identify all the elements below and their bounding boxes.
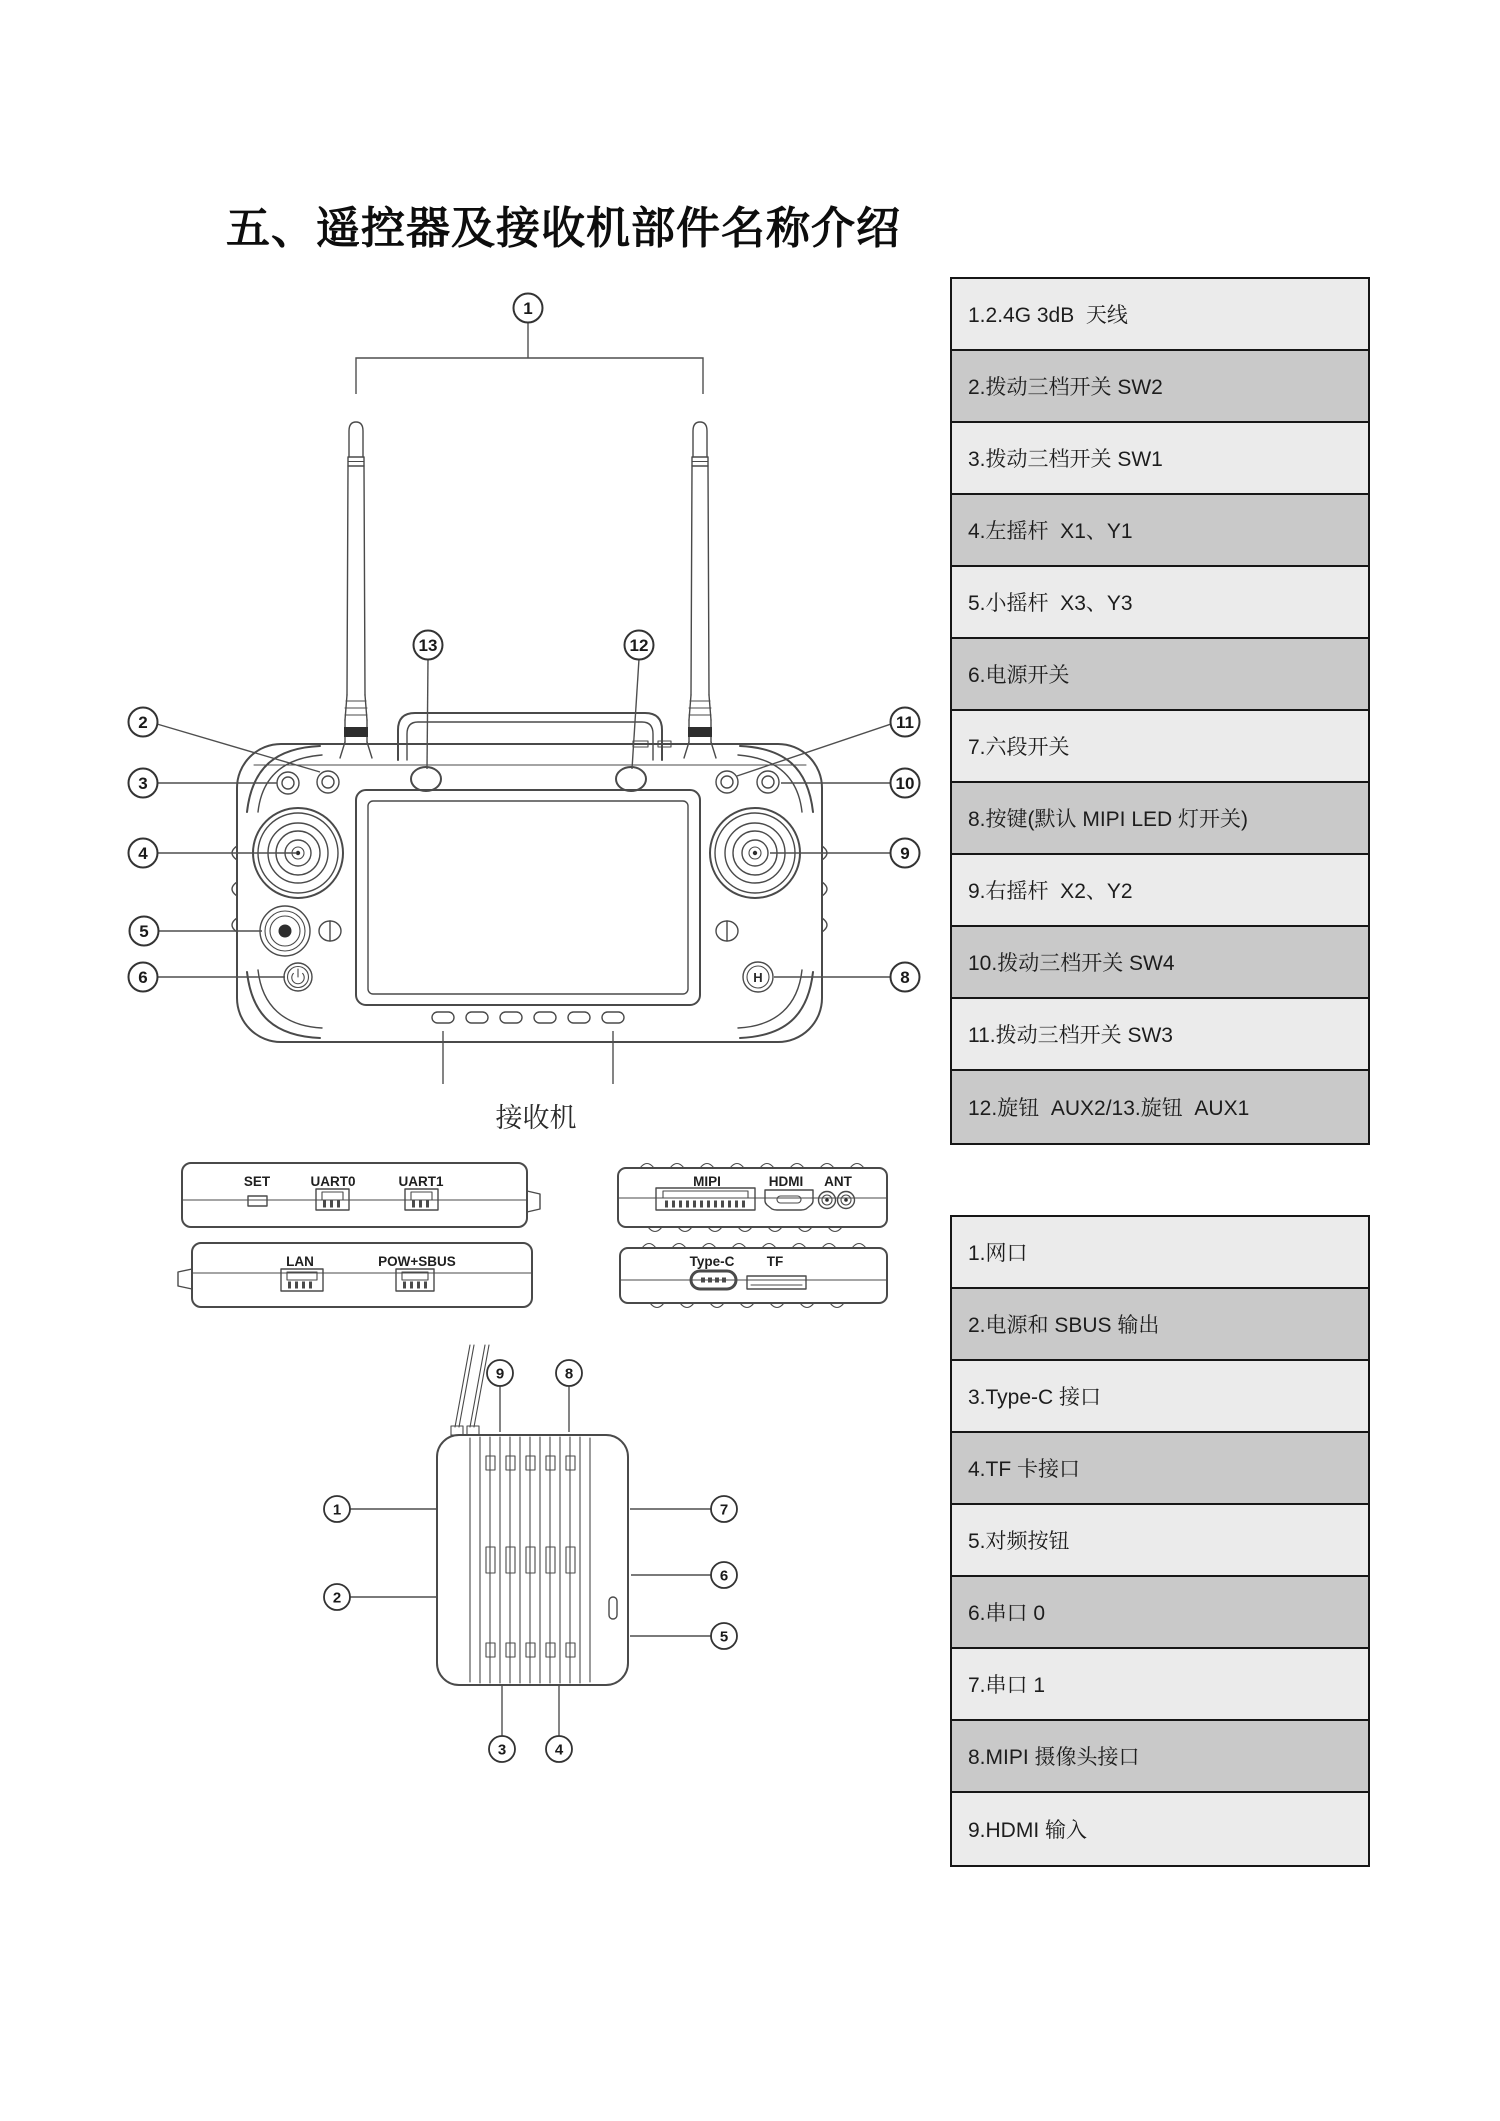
set-button [248, 1196, 267, 1206]
table-cell-label: 9.右摇杆 X2、Y2 [968, 880, 1133, 903]
heatsink-fins [470, 1437, 590, 1683]
power-icon [292, 969, 304, 984]
svg-text:6: 6 [138, 968, 148, 987]
bottom-port-pill [534, 1012, 556, 1023]
callout-knob-aux1-13 [414, 631, 443, 770]
callout-knob-aux2-12 [625, 631, 654, 770]
svg-text:6: 6 [719, 1567, 729, 1585]
right-trim-toggle [716, 921, 738, 941]
lan-connector [281, 1269, 323, 1291]
svg-text:8: 8 [900, 968, 910, 987]
table-cell-label: 12.旋钮 AUX2/13.旋钮 AUX1 [968, 1097, 1250, 1120]
mini-joystick [260, 906, 310, 956]
left-trim-toggle [319, 921, 341, 941]
table-cell-label: 7.六段开关 [968, 736, 1070, 759]
table-cell-label: 8.按键(默认 MIPI LED 灯开关) [968, 808, 1249, 831]
callout-key-h-8 [774, 963, 920, 992]
callout-receiver-1 [324, 1496, 436, 1522]
receiver-section-caption: 接收机 [495, 1103, 577, 1133]
receiver-view-lan-sbus [178, 1243, 532, 1307]
receiver-heatsink-view [324, 1345, 737, 1762]
power-button [284, 963, 312, 991]
port-label-uart0: UART0 [310, 1174, 356, 1189]
svg-text:9: 9 [495, 1365, 505, 1383]
table-cell-label: 3.拨动三档开关 SW1 [968, 448, 1163, 471]
pairing-led [609, 1597, 617, 1619]
svg-text:9: 9 [900, 844, 910, 863]
page-title: 五、遥控器及接收机部件名称介绍 [226, 204, 901, 253]
receiver-view-typec-tf [620, 1244, 887, 1308]
callout-receiver-5 [630, 1623, 737, 1649]
table-cell-label: 4.TF 卡接口 [968, 1458, 1081, 1481]
mipi-connector [656, 1188, 755, 1210]
port-label-pow-sbus: POW+SBUS [378, 1254, 456, 1269]
port-label-tf: TF [766, 1254, 784, 1269]
toggle-switch-sw1 [277, 772, 299, 794]
tf-card-slot [747, 1276, 806, 1289]
carry-handle [398, 713, 662, 760]
port-label-uart1: UART1 [398, 1174, 444, 1189]
svg-text:3: 3 [497, 1741, 507, 1759]
svg-text:13: 13 [418, 636, 438, 655]
svg-text:5: 5 [719, 1628, 729, 1646]
callout-receiver-3 [489, 1686, 515, 1762]
callout-sw3-11 [737, 708, 920, 777]
key-button-h-label: H [753, 970, 763, 985]
svg-text:7: 7 [719, 1501, 729, 1519]
svg-text:4: 4 [554, 1741, 564, 1759]
table-cell-label: 4.左摇杆 X1、Y1 [968, 520, 1133, 543]
table-cell-label: 9.HDMI 输入 [968, 1819, 1088, 1842]
antenna-stub [527, 1191, 540, 1212]
callout-right-stick-9 [770, 839, 920, 868]
svg-text:2: 2 [138, 713, 148, 732]
bottom-port-pill [602, 1012, 624, 1023]
receiver-view-mipi-hdmi-ant [618, 1164, 887, 1232]
svg-text:4: 4 [138, 844, 148, 863]
callout-sw4-10 [781, 769, 920, 798]
port-label-mipi: MIPI [693, 1174, 721, 1189]
table-cell-label: 5.对频按钮 [968, 1530, 1070, 1553]
table-cell-label: 10.拨动三档开关 SW4 [968, 952, 1175, 975]
toggle-switch-sw4 [757, 771, 779, 793]
table-cell-label: 2.拨动三档开关 SW2 [968, 376, 1163, 399]
bottom-port-pill [466, 1012, 488, 1023]
knob-aux2 [616, 767, 646, 791]
bottom-port-pill [568, 1012, 590, 1023]
port-label-set: SET [243, 1174, 271, 1189]
hdmi-connector [765, 1190, 813, 1210]
callout-receiver-9 [487, 1360, 513, 1432]
svg-text:8: 8 [564, 1365, 574, 1383]
callout-receiver-8 [556, 1360, 582, 1432]
svg-text:3: 3 [138, 774, 148, 793]
toggle-switch-sw2 [317, 771, 339, 793]
bottom-port-pill [432, 1012, 454, 1023]
svg-text:12: 12 [629, 636, 649, 655]
table-cell-label: 2.电源和 SBUS 输出 [968, 1314, 1160, 1337]
knob-aux1 [411, 767, 441, 791]
svg-text:2: 2 [332, 1589, 342, 1607]
table-cell-label: 6.电源开关 [968, 664, 1070, 687]
svg-text:1: 1 [332, 1501, 342, 1519]
callout-sw1-3 [129, 769, 278, 798]
svg-text:10: 10 [895, 774, 915, 793]
antenna-right [684, 422, 716, 758]
pow-sbus-connector [396, 1269, 434, 1291]
table-cell-label: 11.拨动三档开关 SW3 [968, 1024, 1173, 1047]
port-label-ant: ANT [824, 1174, 852, 1189]
table-cell-label: 8.MIPI 摄像头接口 [968, 1746, 1140, 1769]
display-screen [356, 790, 700, 1005]
port-label-type-c: Type-C [689, 1254, 735, 1269]
svg-text:11: 11 [896, 713, 914, 732]
callout-receiver-7 [630, 1496, 737, 1522]
remote-controller-diagram [129, 294, 920, 1085]
table-cell-label: 5.小摇杆 X3、Y3 [968, 592, 1133, 615]
antenna-cables [451, 1345, 489, 1435]
bottom-port-pills [432, 1012, 624, 1023]
antenna-stub [178, 1269, 192, 1289]
ant-connectors [819, 1192, 855, 1209]
receiver-view-set-uart [182, 1163, 540, 1227]
receiver-box [437, 1435, 628, 1685]
antenna-left [340, 422, 372, 758]
callout-receiver-4 [546, 1686, 572, 1762]
callout-receiver-6 [631, 1562, 737, 1588]
bottom-port-pill [500, 1012, 522, 1023]
table-cell-label: 1.网口 [968, 1242, 1028, 1265]
table-cell-label: 3.Type-C 接口 [968, 1386, 1102, 1409]
table-cell-label: 7.串口 1 [968, 1674, 1046, 1697]
callout-mini-stick-5 [130, 917, 263, 946]
svg-text:1: 1 [523, 299, 533, 318]
svg-text:5: 5 [139, 922, 149, 941]
callout-antenna-1 [356, 294, 703, 395]
port-label-lan: LAN [286, 1254, 314, 1269]
table-cell-label: 6.串口 0 [968, 1602, 1046, 1625]
callout-receiver-2 [324, 1584, 436, 1610]
port-label-hdmi: HDMI [768, 1174, 804, 1189]
table-cell-label: 1.2.4G 3dB 天线 [968, 304, 1128, 327]
toggle-switch-sw3 [716, 771, 738, 793]
key-button-h [743, 962, 773, 992]
callout-left-stick-4 [129, 839, 298, 868]
